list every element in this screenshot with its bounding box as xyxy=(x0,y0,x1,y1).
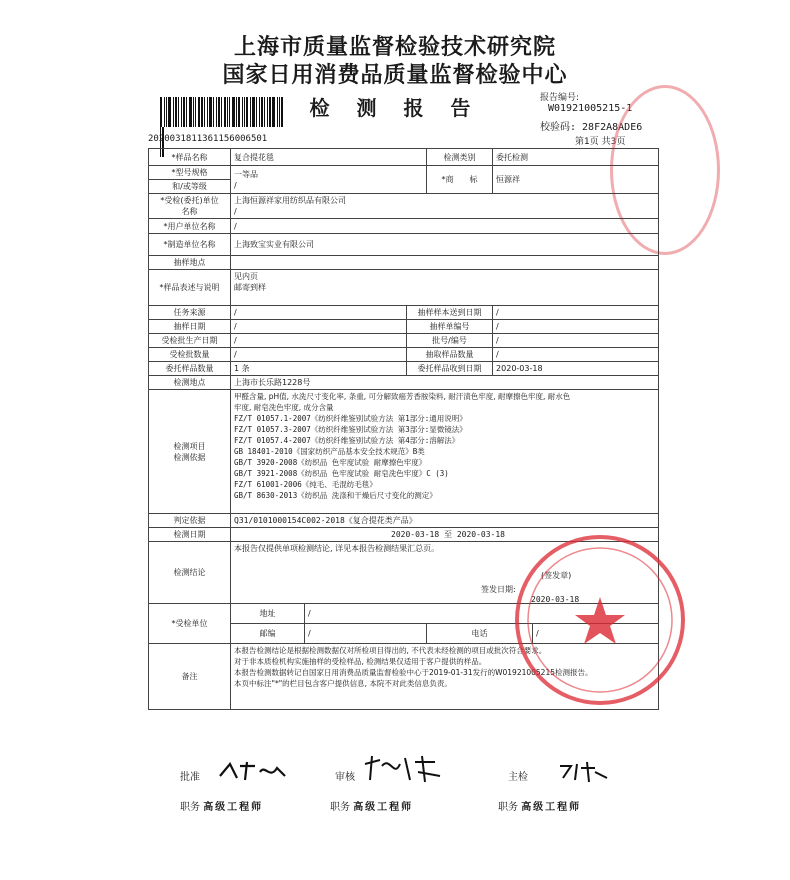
barcode-bar xyxy=(209,97,212,127)
test-items-label: 检测项目 检测依据 xyxy=(149,390,231,514)
barcode-bar xyxy=(164,97,165,127)
barcode-bar xyxy=(250,97,251,127)
received: 2020-03-18 xyxy=(493,362,659,376)
prod-date-label: 受检批生产日期 xyxy=(149,334,231,348)
test-item: 牢度, 耐皂洗色牢度, 成分含量 xyxy=(234,403,334,412)
institute-name-line2: 国家日用消费品质量监督检验中心 xyxy=(222,62,568,88)
client-label: *受检(委托)单位 名称 xyxy=(149,194,231,219)
check-code: 校验码: 28F2A8ADE6 xyxy=(540,122,643,133)
issue-date: 2020-03-18 xyxy=(531,595,580,604)
test-item: FZ/T 01057.4-2007《纺织纤维鉴别试验方法 第4部分:溶解法》 xyxy=(234,436,460,445)
barcode-bar xyxy=(242,97,243,127)
barcode-bar xyxy=(207,97,208,127)
approve-label: 批准 xyxy=(180,772,200,783)
sampling-place-label: 抽样地点 xyxy=(149,256,231,270)
entrust-qty: 1 条 xyxy=(231,362,407,376)
approve-title: 职务 高级工程师 xyxy=(180,802,264,813)
page-info: 第1页 共3页 xyxy=(575,137,626,147)
sample-desc-label: *样品表述与说明 xyxy=(149,270,231,306)
prod-date: / xyxy=(231,334,407,348)
barcode-bar xyxy=(173,97,174,127)
test-place-label: 检测地点 xyxy=(149,376,231,390)
trademark-label: *商 标 xyxy=(427,166,493,194)
sample-name-label: *样品名称 xyxy=(149,149,231,166)
barcode-bar xyxy=(193,97,194,127)
postcode: / xyxy=(305,624,427,644)
address: / xyxy=(305,604,659,624)
batch-qty: / xyxy=(231,348,407,362)
user-label: *用户单位名称 xyxy=(149,219,231,234)
barcode-bar xyxy=(244,97,245,127)
barcode-bar xyxy=(166,97,167,127)
batch-label: 批号/编号 xyxy=(407,334,493,348)
remark-line: 本页中标注"*"的栏目包含客户提供信息, 本院不对此类信息负责。 xyxy=(234,679,452,688)
conclusion: 本报告仅提供单项检测结论, 详见本报告检测结果汇总页。 xyxy=(234,544,440,553)
barcode-bar xyxy=(269,97,271,127)
barcode-bar xyxy=(277,97,278,127)
address-label: 地址 xyxy=(231,604,305,624)
barcode-bar xyxy=(261,97,263,127)
barcode-bar xyxy=(183,97,185,127)
model-label: *型号规格 xyxy=(149,166,231,180)
barcode-bar xyxy=(221,97,222,127)
test-item: FZ/T 01057.3-2007《纺织纤维鉴别试验方法 第3部分:显微镜法》 xyxy=(234,425,467,434)
barcode-bar xyxy=(178,97,179,127)
test-place: 上海市长乐路1228号 xyxy=(231,376,659,390)
test-item: FZ/T 61001-2006《纯毛、毛混纺毛毯》 xyxy=(234,480,377,489)
test-item: 甲醛含量, pH值, 水洗尺寸变化率, 条重, 可分解致癌芳香胺染料, 耐汗渍色牢度, 耐摩擦色牢度, 耐水色 xyxy=(234,392,571,401)
inspected-label: *受检单位 xyxy=(149,604,231,644)
barcode-bar xyxy=(259,97,260,127)
test-item: GB 18401-2010《国家纺织产品基本安全技术规范》B类 xyxy=(234,447,425,456)
sample-qty: / xyxy=(493,348,659,362)
barcode-bar xyxy=(213,97,214,127)
basis-label: 判定依据 xyxy=(149,514,231,528)
conclusion-label: 检测结论 xyxy=(149,542,231,604)
barcode-bar xyxy=(186,97,187,127)
task-source: / xyxy=(231,306,407,320)
phone-label: 电话 xyxy=(427,624,533,644)
model-cell xyxy=(231,166,427,194)
barcode-bar xyxy=(201,97,203,127)
approve-signature xyxy=(215,758,290,784)
maker-label: *制造单位名称 xyxy=(149,234,231,256)
model-2: / xyxy=(234,180,237,190)
client: 上海恒源祥家用纺织品有限公司 / xyxy=(231,194,659,219)
stamp-caption: (签发章) xyxy=(541,571,572,580)
sample-name: 复合提花毯 xyxy=(231,149,427,166)
report-no-label: 报告编号: xyxy=(540,93,580,103)
batch-qty-label: 受检批数量 xyxy=(149,348,231,362)
report-no: W01921005215-1 xyxy=(548,103,633,114)
issue-date-label: 签发日期: xyxy=(481,585,516,594)
sample-qty-label: 抽取样品数量 xyxy=(407,348,493,362)
model-label-2: 和/或等级 xyxy=(149,180,231,194)
remarks-label: 备注 xyxy=(149,644,231,710)
barcode-bar xyxy=(175,97,177,127)
barcode-bar xyxy=(246,97,248,127)
barcode-bar xyxy=(238,97,240,127)
doc-serial: 2020031811361156006501 xyxy=(148,134,268,144)
sample-desc: 见内页 邮寄到样 xyxy=(231,270,659,306)
sampling-no-label: 抽样单编号 xyxy=(407,320,493,334)
main-inspector-title: 职务 高级工程师 xyxy=(498,802,582,813)
barcode-bar xyxy=(264,97,265,127)
barcode xyxy=(160,97,285,127)
barcode-bar xyxy=(236,97,237,127)
barcode-bar xyxy=(267,97,268,127)
review-signature xyxy=(360,752,450,786)
sampling-no: / xyxy=(493,320,659,334)
test-item: GB/T 3921-2008《纺织品 色牢度试验 耐皂洗色牢度》C (3) xyxy=(234,469,449,478)
report-title: 检 测 报 告 xyxy=(309,96,481,120)
batch: / xyxy=(493,334,659,348)
entrust-qty-label: 委托样品数量 xyxy=(149,362,231,376)
test-type-label: 检测类别 xyxy=(427,149,493,166)
barcode-bar xyxy=(252,97,255,127)
official-seal-star xyxy=(515,535,685,705)
test-items xyxy=(231,390,659,514)
test-date-label: 检测日期 xyxy=(149,528,231,542)
test-item: GB/T 3920-2008《纺织品 色牢度试验 耐摩擦色牢度》 xyxy=(234,458,427,467)
barcode-bar xyxy=(229,97,230,127)
test-item: FZ/T 01057.1-2007《纺织纤维鉴别试验方法 第1部分:通用说明》 xyxy=(234,414,467,423)
test-type: 委托检测 xyxy=(493,149,659,166)
barcode-bar xyxy=(224,97,226,127)
sampling-place xyxy=(231,256,659,270)
barcode-bar xyxy=(160,97,162,127)
remark-line: 本报告检测结论是根据检测数据仅对所检项目得出的, 不代表未经检测的项目或批次符合要求。 xyxy=(234,646,547,655)
sample-delivered: / xyxy=(493,306,659,320)
barcode-bar xyxy=(272,97,275,127)
test-date: 2020-03-18 至 2020-03-18 xyxy=(231,528,659,542)
barcode-bar xyxy=(218,97,220,127)
remark-line: 本报告检测数据转记自国家日用消费品质量监督检验中心于2019-01-31发行的W01921005215检测报告。 xyxy=(234,668,593,677)
phone: / xyxy=(533,624,659,644)
barcode-bar xyxy=(181,97,182,127)
model: 一等品 xyxy=(234,169,258,179)
barcode-bar xyxy=(198,97,200,127)
trademark: 恒源祥 xyxy=(493,166,659,194)
remark-line: 对于非本质检机构实施抽样的受检样品, 检测结果仅适用于客户提供的样品。 xyxy=(234,657,487,666)
barcode-bar xyxy=(168,97,171,127)
barcode-bar xyxy=(279,97,280,127)
barcode-bar xyxy=(227,97,228,127)
sampling-date: / xyxy=(231,320,407,334)
barcode-bar xyxy=(232,97,235,127)
test-item: GB/T 8630-2013《纺织品 洗涤和干燥后尺寸变化的测定》 xyxy=(234,491,437,500)
maker: 上海致宝实业有限公司 xyxy=(231,234,659,256)
barcode-bar xyxy=(189,97,192,127)
basis: Q31/0101000154C002-2018《复合提花类产品》 xyxy=(231,514,659,528)
institute-name-line1: 上海市质量监督检验技术研究院 xyxy=(233,34,556,60)
barcode-bar xyxy=(195,97,196,127)
barcode-bar xyxy=(281,97,283,127)
postcode-label: 邮编 xyxy=(231,624,305,644)
barcode-bar xyxy=(216,97,217,127)
sample-delivered-label: 抽样样本送到日期 xyxy=(407,306,493,320)
sampling-date-label: 抽样日期 xyxy=(149,320,231,334)
main-inspector-signature xyxy=(555,758,615,784)
review-title: 职务 高级工程师 xyxy=(330,802,414,813)
barcode-bar xyxy=(204,97,205,127)
main-inspector-label: 主检 xyxy=(508,772,528,783)
barcode-bar xyxy=(256,97,257,127)
review-label: 审核 xyxy=(335,772,355,783)
task-source-label: 任务来源 xyxy=(149,306,231,320)
user: / xyxy=(231,219,659,234)
received-label: 委托样品收到日期 xyxy=(407,362,493,376)
